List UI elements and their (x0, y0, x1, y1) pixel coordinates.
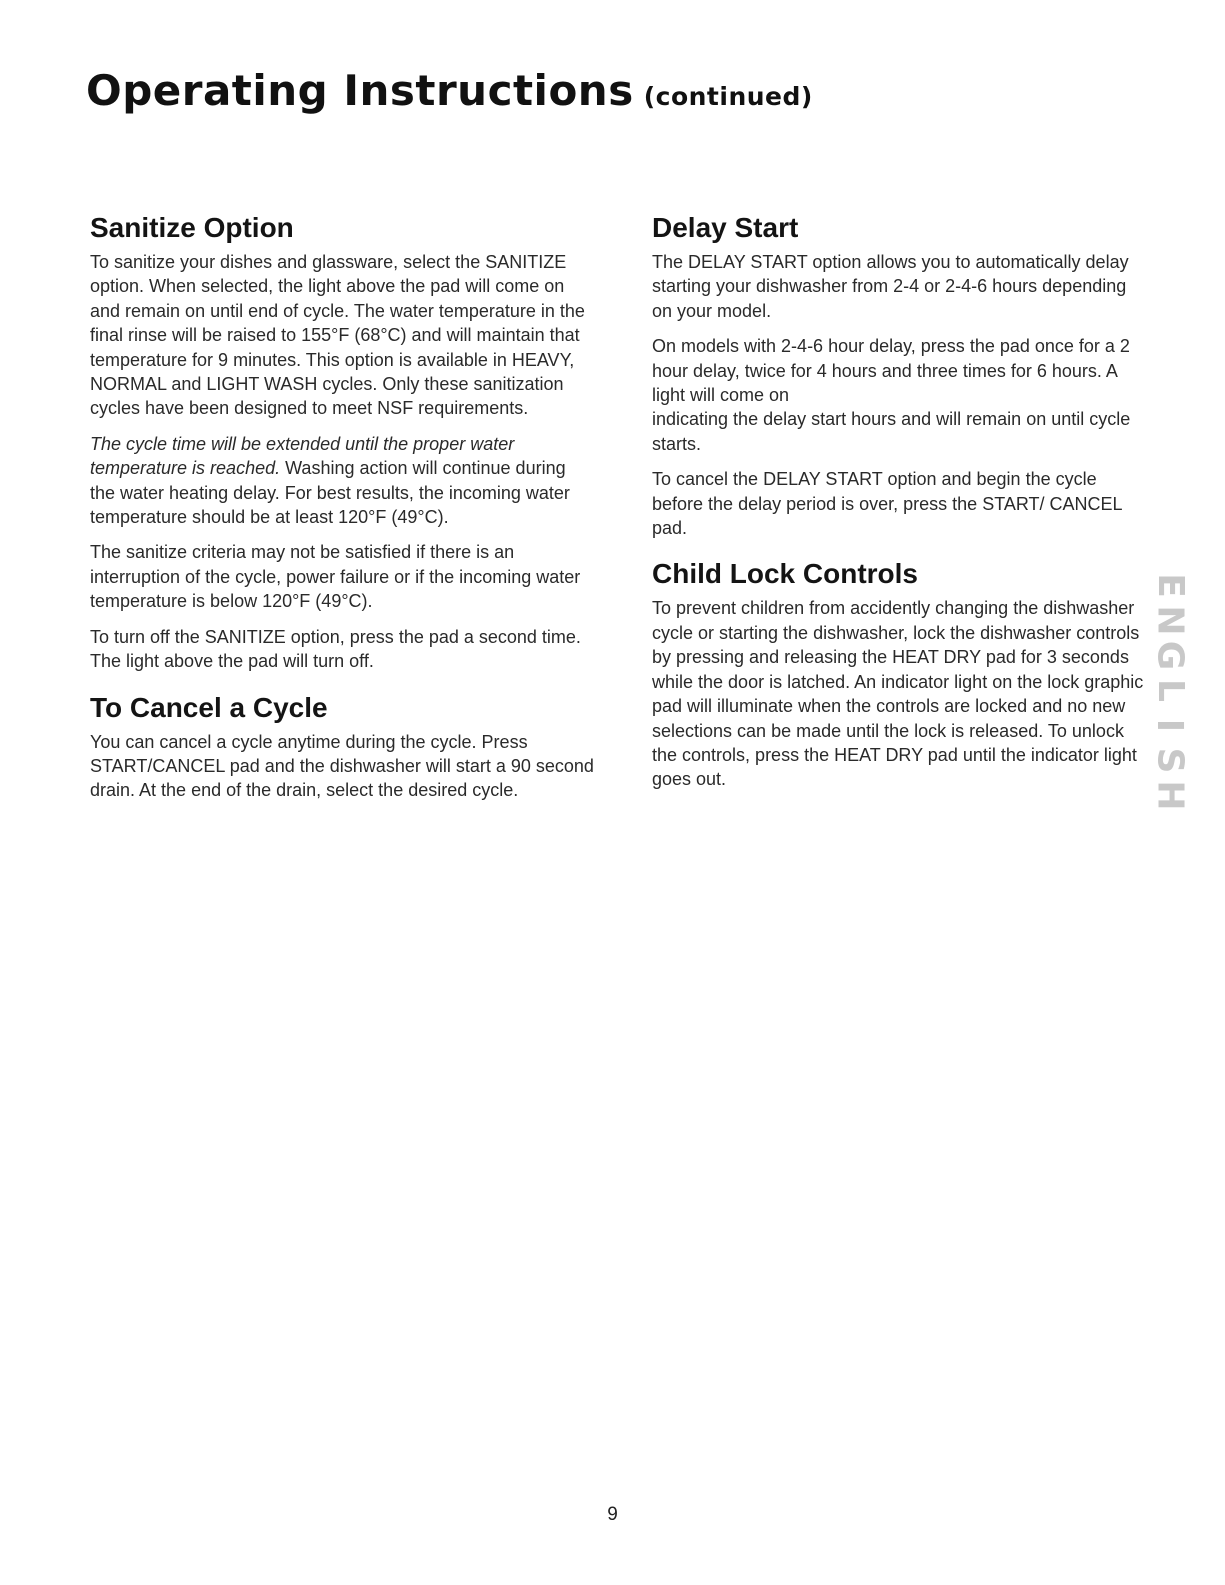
tab-letter: I (1149, 718, 1191, 733)
english-language-tab (1150, 568, 1190, 813)
cancel-heading: To Cancel a Cycle (90, 691, 328, 723)
tab-letter: G (1149, 640, 1191, 671)
left-column (90, 212, 595, 817)
sanitize-paragraph-2-rest: Washing action will continue during the water heating delay. For best results, the incoming water temperature should be at least 120°F (49°C). (90, 458, 570, 528)
sanitize-paragraph-3: The sanitize criteria may not be satisfied if there is an interruption of the cycle, power failure or if the incoming water temperature is below 120°F (49°C). (90, 542, 581, 612)
tab-letter: E (1149, 573, 1191, 598)
delay-paragraph-2b: indicating the delay start hours and will remain on until cycle starts. (652, 409, 1131, 454)
delay-start-heading: Delay Start (652, 212, 799, 243)
page-number: 9 (607, 1504, 618, 1525)
delay-paragraph-2 (652, 334, 1147, 456)
cancel-paragraph-1: You can cancel a cycle anytime during the cycle. Press START/CANCEL pad and the dishwasher will start a 90 second drain. At the end of the drain, select the desired cycle. (90, 731, 594, 801)
tab-letter: L (1149, 679, 1191, 702)
child-lock-section (652, 558, 1147, 791)
tab-letter: S (1149, 747, 1191, 774)
title-text: Operating Instructions (86, 66, 634, 115)
cancel-section (90, 692, 595, 803)
delay-paragraph-3: To cancel the DELAY START option and begin the cycle before the delay period is over, press the START/ CANCEL pad. (652, 469, 1122, 539)
child-lock-heading: Child Lock Controls (652, 558, 918, 590)
sanitize-paragraph-4: To turn off the SANITIZE option, press the pad a second time. The light above the pad will turn off. (90, 626, 581, 672)
sanitize-paragraph-2 (90, 432, 595, 530)
page-title (86, 66, 813, 115)
delay-paragraph-2a: On models with 2-4-6 hour delay, press the pad once for a 2 hour delay, twice for 4 hours and three times for 6 hours. A light will come on (652, 336, 1130, 406)
sanitize-section (90, 212, 595, 674)
right-column (652, 212, 1147, 806)
child-lock-paragraph-1: To prevent children from accidently changing the dishwasher cycle or starting the dishwasher, lock the dishwasher controls by pressing and releasing the HEAT DRY pad for 3 seconds while the door is latched. An indicator light on the lock graphic pad will illuminate when the controls are locked and no new selections can be made until the lock is released. To unlock the controls, press the HEAT DRY pad until the indicator light goes out. (652, 598, 1144, 790)
tab-letter: H (1149, 780, 1191, 811)
sanitize-italic-note: The cycle time will be extended until the proper water temperature is reached. (90, 433, 515, 479)
title-continued: (continued) (643, 82, 813, 111)
tab-letter: N (1149, 605, 1191, 636)
sanitize-paragraph-1: To sanitize your dishes and glassware, select the SANITIZE option. When selected, the light above the pad will come on and remain on until end of cycle. The water temperature in the final rinse will be raised to 155°F (68°C) and will maintain that temperature for 9 minutes. This option is available in HEAVY, NORMAL and LIGHT WASH cycles. Only these sanitization cycles have been designed to meet NSF requirements. (90, 252, 585, 419)
delay-paragraph-1: The DELAY START option allows you to automatically delay starting your dishwasher from 2-4 or 2-4-6 hours depending on your model. (652, 252, 1129, 321)
delay-start-section (652, 212, 1147, 540)
sanitize-heading: Sanitize Option (90, 212, 294, 243)
